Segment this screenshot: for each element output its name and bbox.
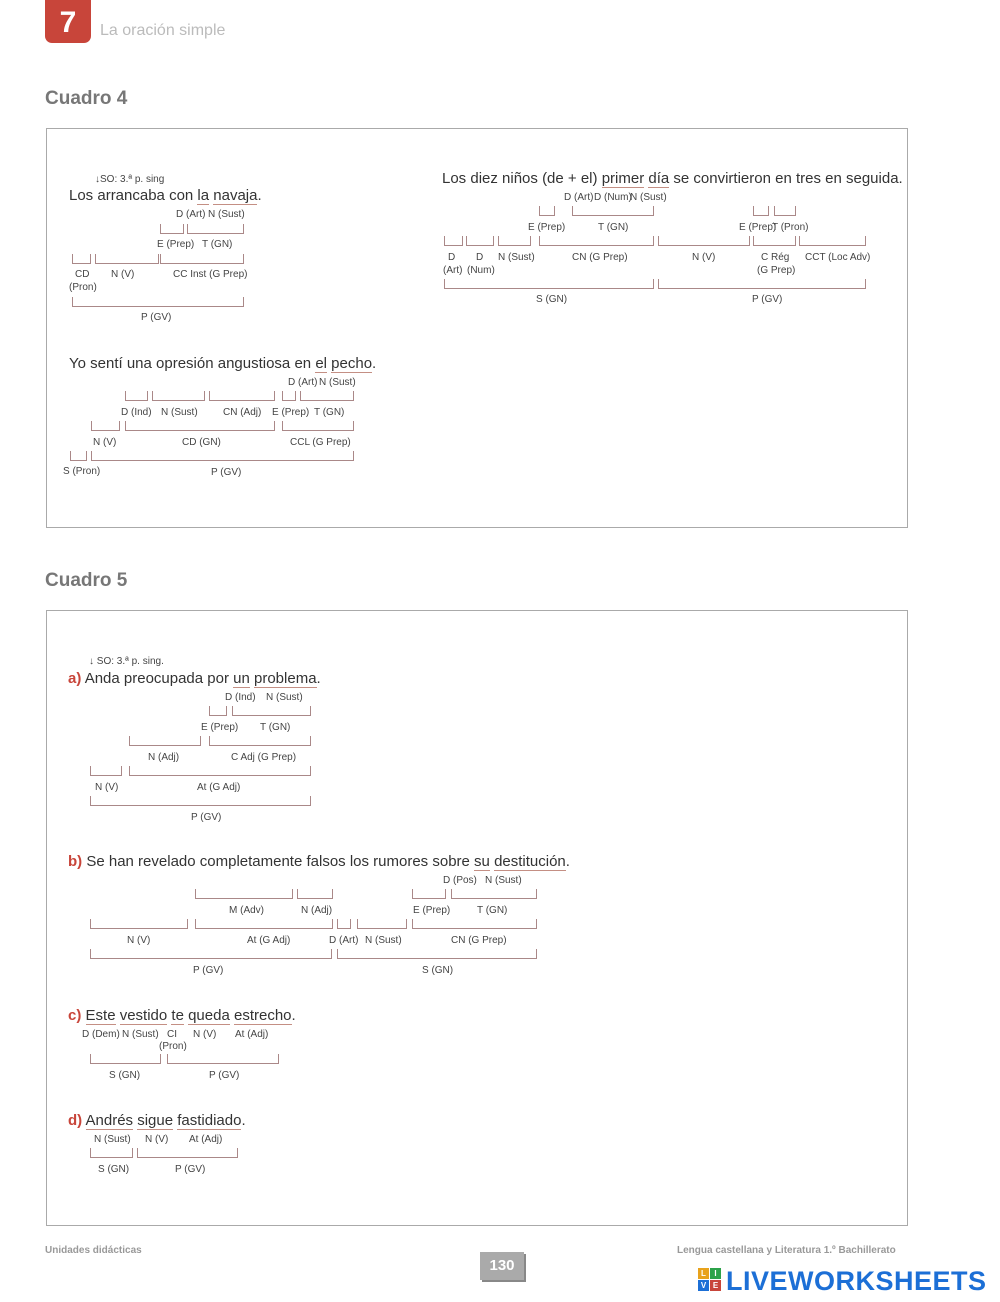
bracket [91,451,354,461]
label: P (GV) [191,812,222,823]
bracket [799,236,866,246]
bracket [337,919,351,929]
label: N (Sust) [365,935,402,946]
label: At (G Adj) [197,782,241,793]
label: N (Sust) [485,875,522,886]
label: N (V) [111,269,135,280]
label: At (G Adj) [247,935,291,946]
label: D (Pos) [443,875,477,886]
bracket [90,1054,161,1064]
label: N (Sust) [122,1029,159,1040]
label: D (Art) [329,935,359,946]
liveworksheets-logo-icon: L I V E [698,1268,722,1292]
label: CN (G Prep) [451,935,507,946]
bracket [412,919,537,929]
bracket [357,919,407,929]
footer-left-text: Unidades didácticas [45,1245,142,1256]
bracket [95,254,159,264]
label: At (Adj) [235,1029,269,1040]
label: D [448,252,456,263]
label: E (Prep) [157,239,195,250]
bracket [539,206,555,216]
bracket [658,279,866,289]
label: D (Ind) [121,407,152,418]
label: CI [167,1029,177,1040]
label: D (Art) [288,377,318,388]
bracket [90,919,188,929]
label: E (Prep) [201,722,239,733]
bracket [70,451,87,461]
label: D [476,252,484,263]
bracket [137,1148,238,1158]
page-number: 130 [480,1252,524,1280]
cuadro-4-heading: Cuadro 4 [45,88,128,109]
label: N (Sust) [161,407,198,418]
label: CD [75,269,90,280]
bracket [282,391,296,401]
footer-right-text: Lengua castellana y Literatura 1.º Bachillerato [677,1245,896,1256]
bracket [209,736,311,746]
label: T (GN) [477,905,508,916]
bracket [90,766,122,776]
label: N (V) [145,1134,169,1145]
cuadro-4-box [46,128,908,528]
bracket [232,706,311,716]
label: P (GV) [141,312,172,323]
label: CN (Adj) [223,407,262,418]
bracket [498,236,531,246]
cuadro-5-heading: Cuadro 5 [45,570,128,591]
label: CD (GN) [182,437,221,448]
bracket [572,206,654,216]
sentence-text: b) Se han revelado completamente falsos los rumores sobre su destitución. [68,853,570,870]
label: E (Prep) [413,905,451,916]
bracket [195,889,293,899]
label: D (Art) [176,209,206,220]
sentence-text: d) Andrés sigue fastidiado. [68,1112,246,1129]
label: N (V) [193,1029,217,1040]
bracket [297,889,333,899]
bracket [90,949,332,959]
label: CN (G Prep) [572,252,628,263]
label: E (Prep) [272,407,310,418]
bracket [444,279,654,289]
sentence-text: Los diez niños (de + el) primer día se convirtieron en tres en seguida. [442,170,903,187]
label: CCL (G Prep) [290,437,351,448]
label: N (V) [95,782,119,793]
bracket [129,766,311,776]
bracket [444,236,463,246]
bracket [160,254,244,264]
label: P (GV) [752,294,783,305]
bracket [90,796,311,806]
label: T (GN) [598,222,629,233]
sentence-text: a) Anda preocupada por un problema. [68,670,321,687]
liveworksheets-brand: LIVEWORKSHEETS [726,1266,987,1296]
sentence-text: c) Este vestido te queda estrecho. [68,1007,296,1024]
bracket [129,736,201,746]
label: (Num) [467,265,495,276]
bracket [658,236,750,246]
bracket [195,919,333,929]
label: (Pron) [159,1041,187,1052]
sentence-text: Los arrancaba con la navaja. [69,187,262,204]
chapter-title: La oración simple [100,22,226,39]
bracket [160,224,184,234]
bracket [90,1148,133,1158]
label: P (GV) [193,965,224,976]
label: (Pron) [69,282,97,293]
label: M (Adv) [229,905,264,916]
label: CCT (Loc Adv) [805,252,871,263]
chapter-number-badge: 7 [45,0,91,43]
bracket [152,391,205,401]
label: D (Art) [564,192,594,203]
label: N (Sust) [319,377,356,388]
sentence-text: Yo sentí una opresión angustiosa en el pecho. [69,355,377,372]
bracket [412,889,446,899]
label: E (Prep) [739,222,777,233]
bracket [209,706,227,716]
bracket [209,391,275,401]
label: N (Adj) [148,752,180,763]
implicit-subject-note: ↓SO: 3.ª p. sing [95,174,165,185]
label: C Rég [761,252,790,263]
label: CC Inst (G Prep) [173,269,248,280]
label: T (GN) [314,407,345,418]
bracket [539,236,654,246]
cuadro-5-box [46,610,908,1226]
label: (Art) [443,265,463,276]
bracket [753,206,769,216]
label: N (Sust) [498,252,535,263]
label: E (Prep) [528,222,566,233]
bracket [774,206,796,216]
bracket [91,421,120,431]
bracket [167,1054,279,1064]
label: S (GN) [98,1164,130,1175]
label: S (Pron) [63,466,101,477]
label: N (Sust) [208,209,245,220]
label: D (Dem) [82,1029,120,1040]
bracket [72,297,244,307]
bracket [451,889,537,899]
label: N (V) [692,252,716,263]
bracket [187,224,244,234]
label: T (Pron) [772,222,809,233]
label: C Adj (G Prep) [231,752,297,763]
label: S (GN) [109,1070,141,1081]
bracket [300,391,354,401]
label: P (GV) [175,1164,206,1175]
label: S (GN) [422,965,454,976]
label: T (GN) [260,722,291,733]
bracket [337,949,537,959]
label: N (Sust) [94,1134,131,1145]
label: At (Adj) [189,1134,223,1145]
bracket [125,391,148,401]
label: N (V) [93,437,117,448]
label: (G Prep) [757,265,796,276]
bracket [282,421,354,431]
label: P (GV) [209,1070,240,1081]
label: D (Ind) [225,692,256,703]
label: N (Adj) [301,905,333,916]
label: N (Sust) [630,192,667,203]
bracket [72,254,91,264]
label: P (GV) [211,467,242,478]
bracket [466,236,494,246]
bracket [753,236,796,246]
bracket [125,421,275,431]
label: N (Sust) [266,692,303,703]
label: S (GN) [536,294,568,305]
label: N (V) [127,935,151,946]
implicit-subject-note: ↓ SO: 3.ª p. sing. [89,656,164,667]
label: D (Num) [594,192,632,203]
label: T (GN) [202,239,233,250]
